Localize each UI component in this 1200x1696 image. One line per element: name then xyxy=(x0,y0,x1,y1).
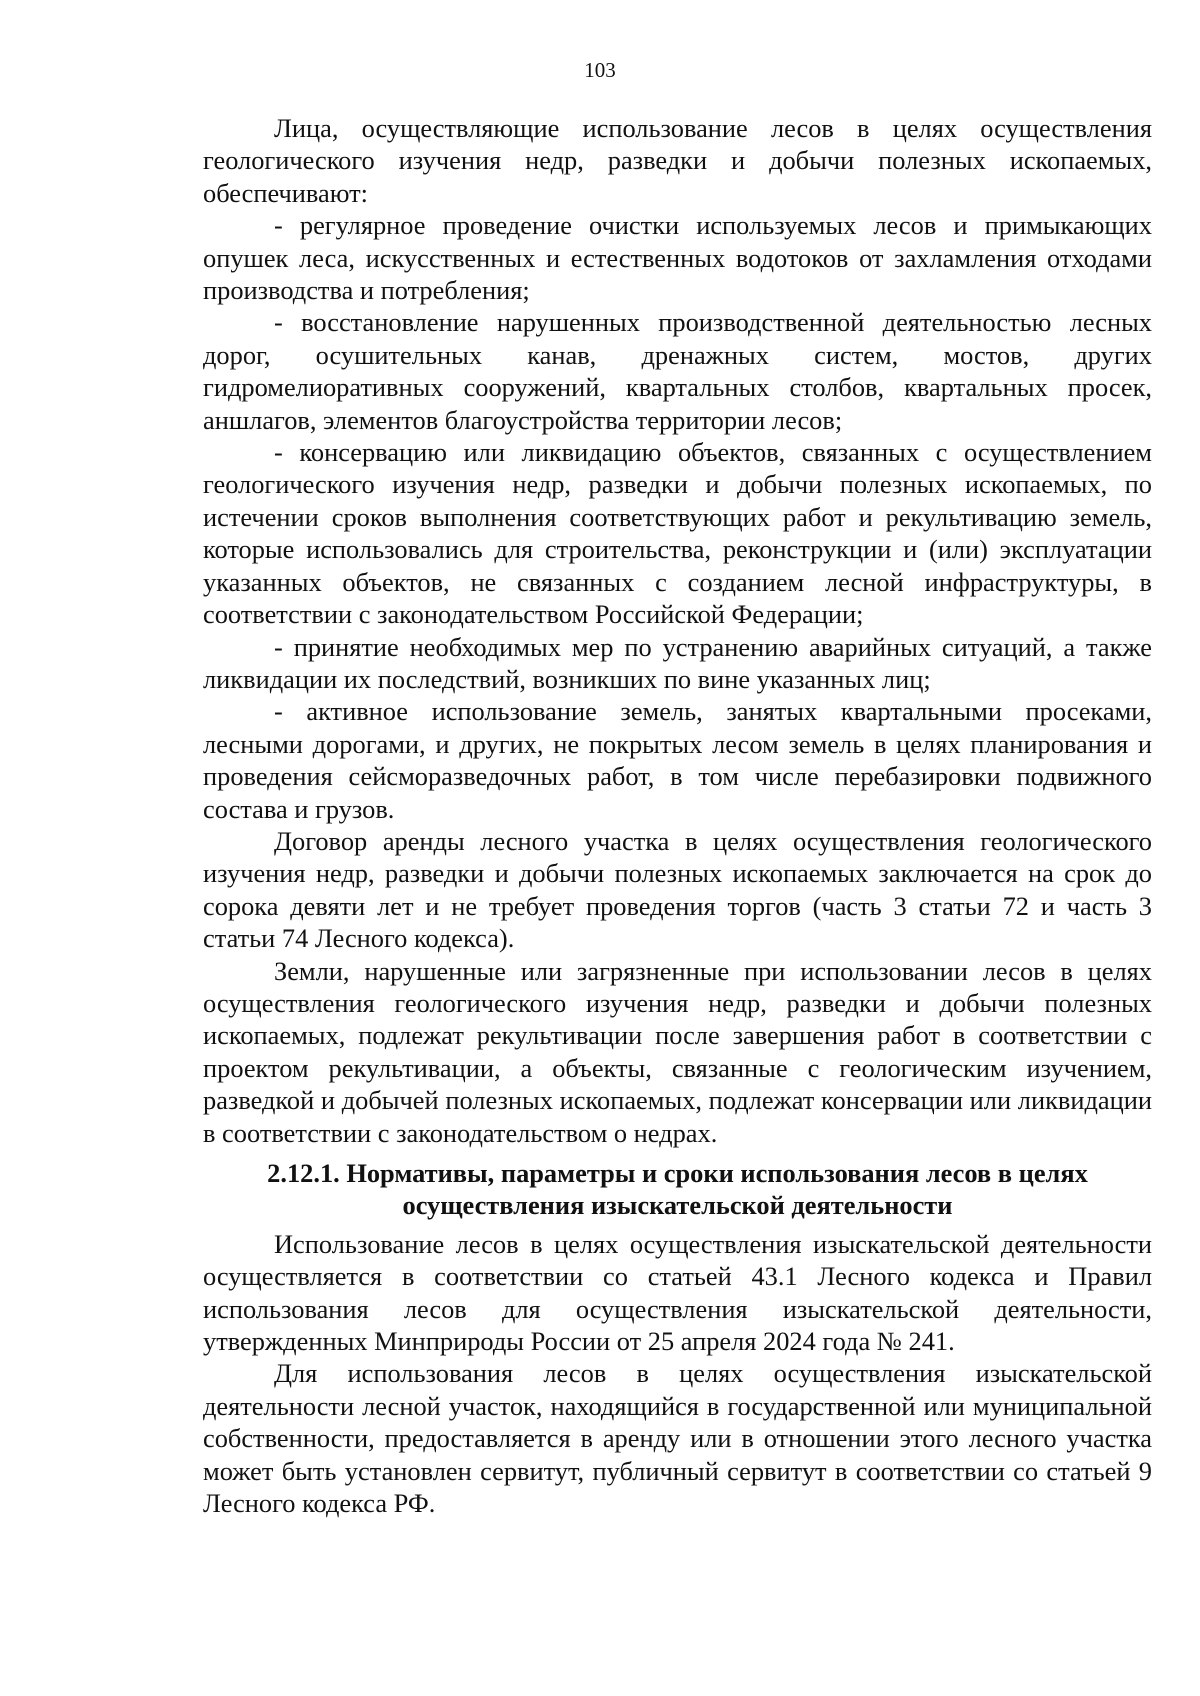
list-item-restoration: - восстановление нарушенных производственной деятельностью лесных дорог, осушительных канав, дренажных систем, мостов, других гидромелиоративных сооружений, квартальных столбов, квартальных просек, аншлагов, элементов благоустройства территории лесов; xyxy=(203,307,1152,435)
document-body xyxy=(203,112,1152,1519)
section-heading: 2.12.1. Нормативы, параметры и сроки использования лесов в целях осуществления изыскательской деятельности xyxy=(267,1158,1088,1221)
paragraph-recultivation: Земли, нарушенные или загрязненные при использовании лесов в целях осуществления геологического изучения недр, разведки и добычи полезных ископаемых, подлежат рекультивации после завершения работ в соответствии с проектом рекультивации, а объекты, связанные с геологическим изучением, разведкой и добычей полезных ископаемых, подлежат консервации или ликвидации в соответствии с законодательством о недрах. xyxy=(203,955,1152,1148)
paragraph-survey-use: Использование лесов в целях осуществления изыскательской деятельности осуществляется в соответствии со статьей 43.1 Лесного кодекса и Правил использования лесов для осуществления изыскательской деятельности, утвержденных Минприроды России от 25 апреля 2024 года № 241. xyxy=(203,1228,1152,1357)
paragraph-intro: Лица, осуществляющие использование лесов в целях осуществления геологического изучения недр, разведки и добычи полезных ископаемых, обеспечивают: xyxy=(203,113,1152,208)
paragraph-lease-agreement: Договор аренды лесного участка в целях осуществления геологического изучения недр, разведки и добычи полезных ископаемых заключается на срок до сорока девяти лет и не требует проведения торгов (часть 3 статьи 72 и часть 3 статьи 74 Лесного кодекса). xyxy=(203,825,1152,954)
paragraph-survey-lease: Для использования лесов в целях осуществления изыскательской деятельности лесной участок, находящийся в государственной или муниципальной собственности, предоставляется в аренду или в отношении этого лесного участка может быть установлен сервитут, публичный сервитут в соответствии со статьей 9 Лесного кодекса РФ. xyxy=(203,1358,1152,1519)
list-item-conservation: - консервацию или ликвидацию объектов, связанных с осуществлением геологического изучения недр, разведки и добычи полезных ископаемых, по истечении сроков выполнения соответствующих работ и рекультивацию земель, которые использовались для строительства, реконструкции и (или) эксплуатации указанных объектов, не связанных с созданием лесной инфраструктуры, в соответствии с законодательством Российской Федерации; xyxy=(203,437,1152,630)
list-item-emergency-measures: - принятие необходимых мер по устранению аварийных ситуаций, а также ликвидации их последствий, возникших по вине указанных лиц; xyxy=(203,631,1152,694)
list-item-cleaning: - регулярное проведение очистки используемых лесов и примыкающих опушек леса, искусственных и естественных водотоков от захламления отходами производства и потребления; xyxy=(203,210,1152,306)
list-item-land-use: - активное использование земель, занятых квартальными просеками, лесными дорогами, и других, не покрытых лесом земель в целях планирования и проведения сейсморазведочных работ, в том числе перебазировки подвижного состава и грузов. xyxy=(203,696,1152,824)
page-number: 103 xyxy=(584,58,616,82)
